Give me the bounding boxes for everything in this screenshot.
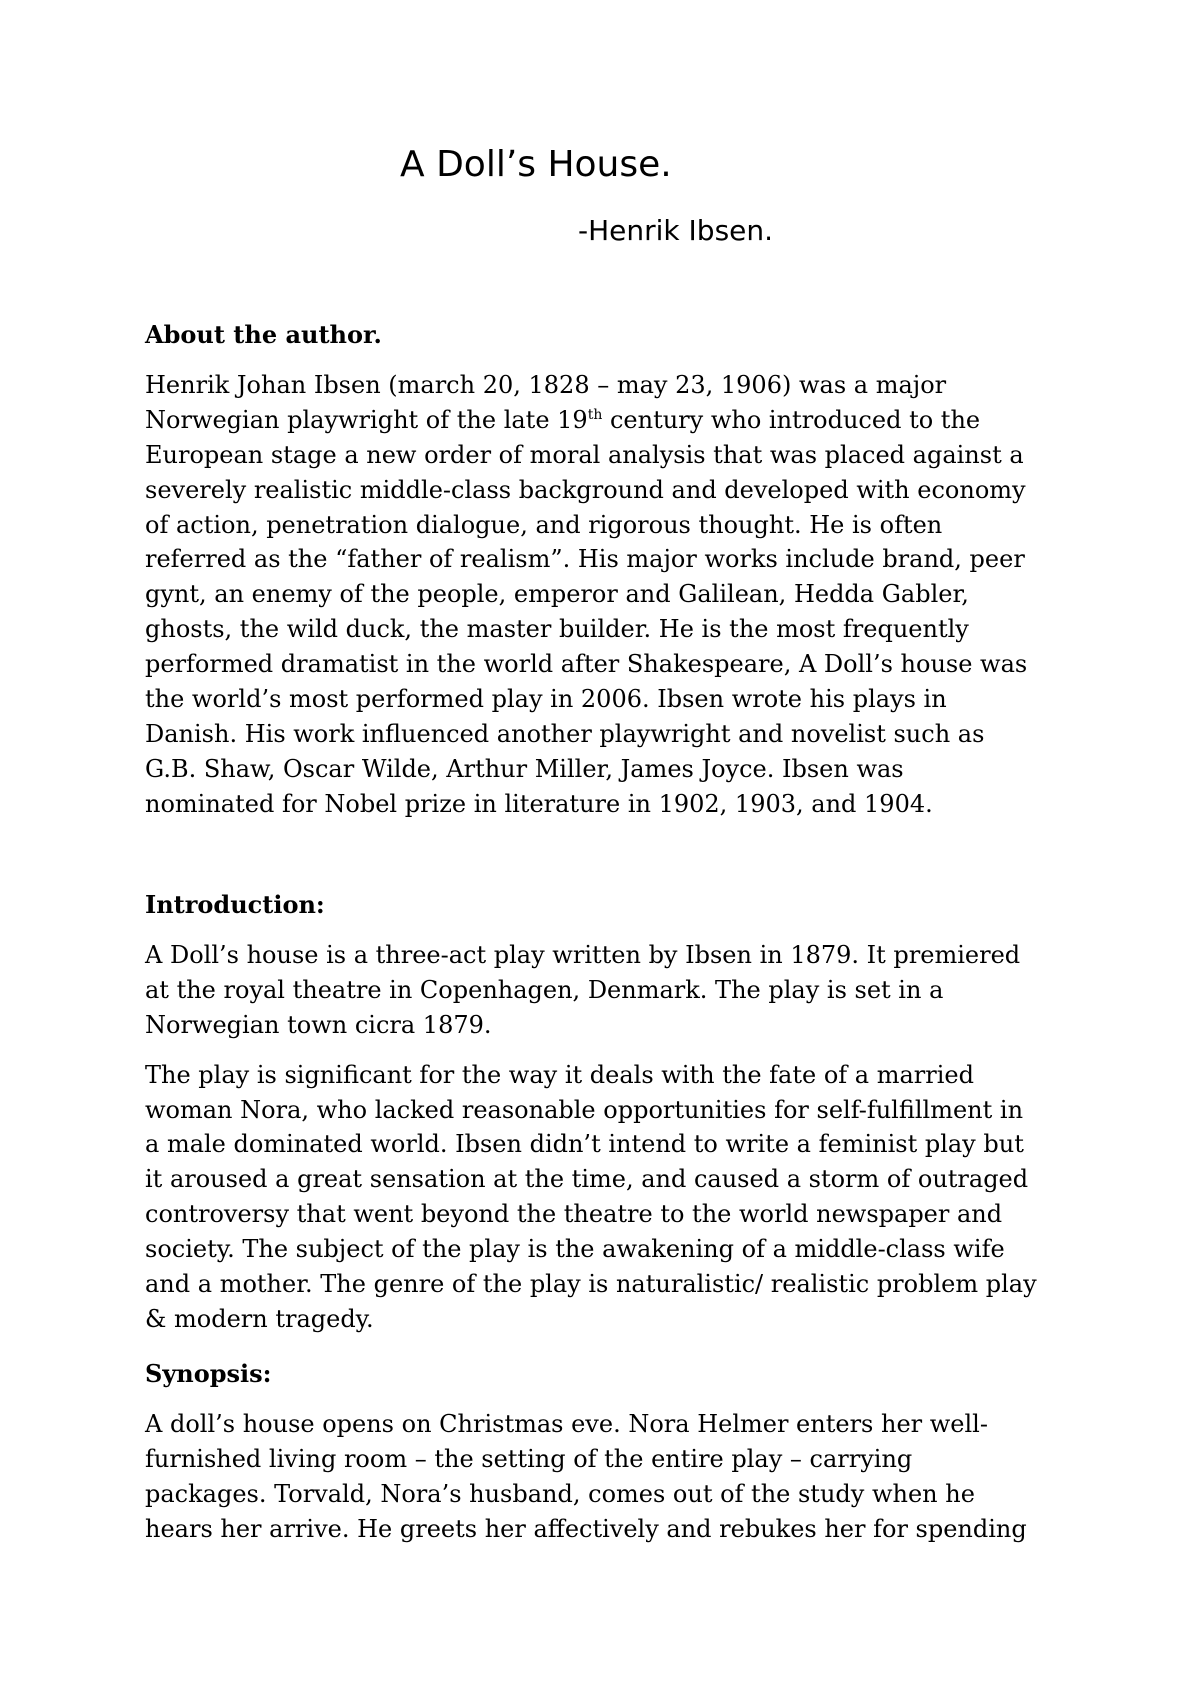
synopsis-line-1: A doll’s house opens on Christmas eve. Nora Helmer enters her well-: [145, 1409, 988, 1438]
ordinal-suffix: th: [587, 406, 603, 423]
about-section: [145, 318, 1075, 822]
about-line-12: G.B. Shaw, Oscar Wilde, Arthur Miller, James Joyce. Ibsen was: [145, 754, 904, 783]
about-line-3: European stage a new order of moral analysis that was placed against a: [145, 440, 1024, 469]
intro-p1-line-3: Norwegian town cicra 1879.: [145, 1010, 492, 1039]
introduction-paragraph-2: [145, 1058, 1075, 1337]
intro-p2-line-4: it aroused a great sensation at the time, and caused a storm of outraged: [145, 1165, 1029, 1194]
synopsis-line-2: furnished living room – the setting of the entire play – carrying: [145, 1444, 913, 1473]
about-line-9: performed dramatist in the world after Shakespeare, A Doll’s house was: [145, 650, 1028, 679]
synopsis-paragraph: [145, 1407, 1075, 1547]
intro-p1-line-2: at the royal theatre in Copenhagen, Denmark. The play is set in a: [145, 975, 944, 1004]
intro-p2-line-8: & modern tragedy.: [145, 1304, 374, 1333]
synopsis-line-3: packages. Torvald, Nora’s husband, comes out of the study when he: [145, 1479, 975, 1508]
intro-p2-line-5: controversy that went beyond the theatre to the world newspaper and: [145, 1200, 1003, 1229]
intro-p2-line-2: woman Nora, who lacked reasonable opportunities for self-fulfillment in: [145, 1095, 1024, 1124]
about-line-2: [145, 403, 1075, 438]
document-title: A Doll’s House.: [400, 144, 672, 185]
document-author: -Henrik Ibsen.: [578, 214, 774, 247]
about-line-4: severely realistic middle-class background and developed with economy: [145, 475, 1026, 504]
about-line-7: gynt, an enemy of the people, emperor and Galilean, Hedda Gabler,: [145, 580, 969, 609]
synopsis-line-4: hears her arrive. He greets her affectively and rebukes her for spending: [145, 1514, 1027, 1543]
about-line-11: Danish. His work influenced another playwright and novelist such as: [145, 719, 985, 748]
about-line-1: Henrik Johan Ibsen (march 20, 1828 – may 23, 1906) was a major: [145, 370, 947, 399]
synopsis-heading: Synopsis:: [145, 1359, 272, 1388]
intro-p2-line-1: The play is significant for the way it deals with the fate of a married: [145, 1060, 974, 1089]
about-heading: About the author.: [145, 320, 382, 349]
intro-p2-line-3: a male dominated world. Ibsen didn’t intend to write a feminist play but: [145, 1130, 1024, 1159]
synopsis-section: [145, 1357, 1075, 1547]
about-line-2-text: Norwegian playwright of the late 19: [145, 405, 588, 434]
introduction-heading: Introduction:: [145, 890, 325, 919]
about-line-13: nominated for Nobel prize in literature in 1902, 1903, and 1904.: [145, 789, 933, 818]
intro-p1-line-1: A Doll’s house is a three-act play written by Ibsen in 1879. It premiered: [145, 940, 1021, 969]
about-line-6: referred as the “father of realism”. His major works include brand, peer: [145, 545, 1025, 574]
introduction-section: [145, 888, 1075, 1337]
intro-p2-line-6: society. The subject of the play is the awakening of a middle-class wife: [145, 1235, 1005, 1264]
about-paragraph: [145, 368, 1075, 822]
intro-p2-line-7: and a mother. The genre of the play is naturalistic/ realistic problem play: [145, 1270, 1037, 1299]
about-line-10: the world’s most performed play in 2006. Ibsen wrote his plays in: [145, 685, 947, 714]
about-line-2-tail: century who introduced to the: [602, 405, 981, 434]
about-line-5: of action, penetration dialogue, and rigorous thought. He is often: [145, 510, 943, 539]
about-line-8: ghosts, the wild duck, the master builder. He is the most frequently: [145, 615, 969, 644]
introduction-paragraph-1: [145, 938, 1075, 1043]
